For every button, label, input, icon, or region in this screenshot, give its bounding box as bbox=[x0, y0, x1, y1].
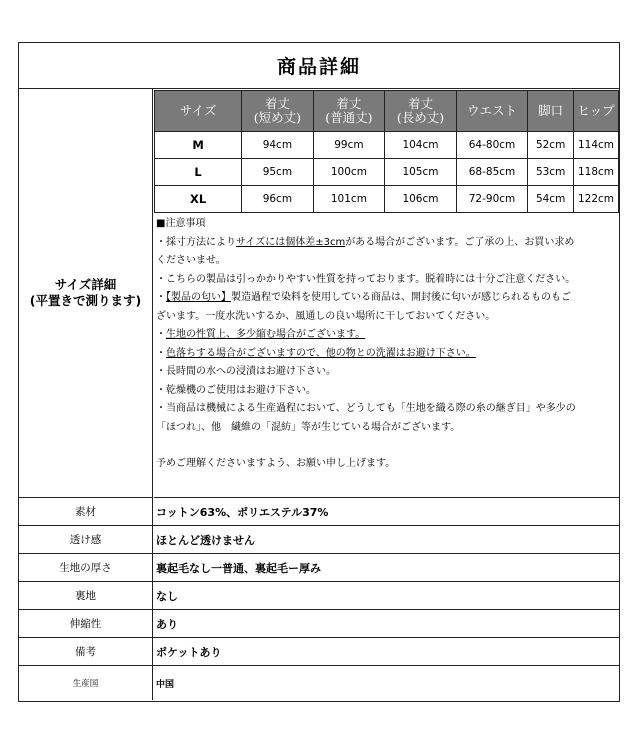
spec-value: あり bbox=[156, 617, 178, 631]
spec-value: 中国 bbox=[156, 679, 175, 690]
size-cell-length-normal: 99cm bbox=[313, 132, 385, 159]
spec-label: 裏地 bbox=[19, 582, 153, 609]
note-5: ・色落ちする場合がございますので、他の物との洗濯はお避け下さい。 bbox=[156, 347, 476, 359]
note-1: ・採寸方法によりサイズには個体差±3cmがある場合がございます。ご了承の上、お買い求め bbox=[156, 236, 575, 248]
size-cell-length-short: 95cm bbox=[242, 159, 313, 186]
size-table bbox=[154, 90, 619, 213]
note-6: ・長時間の水への浸漬はお避け下さい。 bbox=[156, 366, 336, 377]
size-row bbox=[155, 132, 619, 159]
spec-row bbox=[19, 554, 619, 582]
spec-label: 伸縮性 bbox=[19, 610, 153, 637]
spec-value: ポケットあり bbox=[156, 645, 222, 659]
header-hem: 脚口 bbox=[528, 91, 574, 132]
spec-value: なし bbox=[156, 589, 178, 603]
spec-row bbox=[19, 638, 619, 666]
size-table-header bbox=[155, 91, 619, 132]
size-row bbox=[155, 159, 619, 186]
spec-label: 透け感 bbox=[19, 526, 153, 553]
spec-label: 生地の厚さ bbox=[19, 554, 153, 581]
note-3: ・【製品の匂い】製造過程で染料を使用している商品は、開封後に匂いが感じられるものもご bbox=[156, 292, 571, 303]
size-detail-content bbox=[154, 88, 619, 498]
size-cell-length-long: 106cm bbox=[385, 186, 457, 213]
spec-label: 備考 bbox=[19, 638, 153, 665]
size-cell-hip: 122cm bbox=[574, 186, 619, 213]
size-cell-length-short: 94cm bbox=[242, 132, 313, 159]
size-cell-hip: 114cm bbox=[574, 132, 619, 159]
header-length-normal: 着丈 (普通丈) bbox=[313, 91, 385, 132]
spec-row bbox=[19, 526, 619, 554]
size-cell-waist: 72-90cm bbox=[456, 186, 527, 213]
size-cell-length-normal: 100cm bbox=[313, 159, 385, 186]
size-cell-waist: 68-85cm bbox=[456, 159, 527, 186]
size-cell-hem: 54cm bbox=[528, 186, 574, 213]
caution-notes bbox=[156, 215, 616, 474]
spec-value: 裏起毛なし一普通、裏起毛ー厚み bbox=[156, 561, 321, 575]
spec-row bbox=[19, 582, 619, 610]
notes-closing: 予めご理解くださいますよう、お願い申し上げます。 bbox=[156, 458, 396, 469]
product-detail-table bbox=[18, 42, 620, 702]
header-length-long: 着丈 (長め丈) bbox=[385, 91, 457, 132]
size-cell-length-short: 96cm bbox=[242, 186, 313, 213]
spec-label: 生産国 bbox=[19, 666, 153, 700]
spec-value: コットン63%、ポリエステル37% bbox=[156, 505, 329, 519]
size-cell-hem: 52cm bbox=[528, 132, 574, 159]
note-2: ・こちらの製品は引っかかりやすい性質を持っております。脱着時には十分ご注意ください。 bbox=[156, 273, 576, 285]
size-detail-label-line2: (平置きで測ります) bbox=[29, 292, 142, 308]
note-1-cont: くださいませ。 bbox=[156, 255, 226, 266]
note-4: ・生地の性質上、多少縮む場合がございます。 bbox=[156, 329, 366, 340]
note-8: ・当商品は機械による生産過程において、どうしても「生地を織る際の糸の継ぎ目」や多少の bbox=[156, 403, 576, 414]
notes-heading: ■注意事項 bbox=[156, 218, 206, 229]
header-hip: ヒップ bbox=[574, 91, 619, 132]
size-row bbox=[155, 186, 619, 213]
size-cell-size: XL bbox=[155, 186, 242, 213]
size-cell-length-long: 104cm bbox=[385, 132, 457, 159]
spec-row bbox=[19, 610, 619, 638]
header-size: サイズ bbox=[155, 91, 242, 132]
spec-row bbox=[19, 666, 619, 701]
size-detail-label bbox=[19, 88, 153, 498]
header-waist: ウエスト bbox=[456, 91, 527, 132]
note-7: ・乾燥機のご使用はお避け下さい。 bbox=[156, 384, 316, 396]
size-cell-hem: 53cm bbox=[528, 159, 574, 186]
size-cell-length-long: 105cm bbox=[385, 159, 457, 186]
note-8-cont: 「ほつれ」、他 繊維の「混紡」等が生じている場合がございます。 bbox=[156, 421, 461, 433]
page-title: 商品詳細 bbox=[19, 43, 619, 89]
note-3-cont: ざいます。一度水洗いするか、風通しの良い場所に干しておいてください。 bbox=[156, 310, 496, 322]
size-cell-size: M bbox=[155, 132, 242, 159]
spec-value: ほとんど透けません bbox=[156, 533, 255, 547]
header-length-short: 着丈 (短め丈) bbox=[242, 91, 313, 132]
size-cell-hip: 118cm bbox=[574, 159, 619, 186]
size-cell-size: L bbox=[155, 159, 242, 186]
spec-row bbox=[19, 498, 619, 526]
size-cell-waist: 64-80cm bbox=[456, 132, 527, 159]
spec-label: 素材 bbox=[19, 498, 153, 525]
size-cell-length-normal: 101cm bbox=[313, 186, 385, 213]
size-detail-label-line1: サイズ詳細 bbox=[54, 276, 117, 292]
